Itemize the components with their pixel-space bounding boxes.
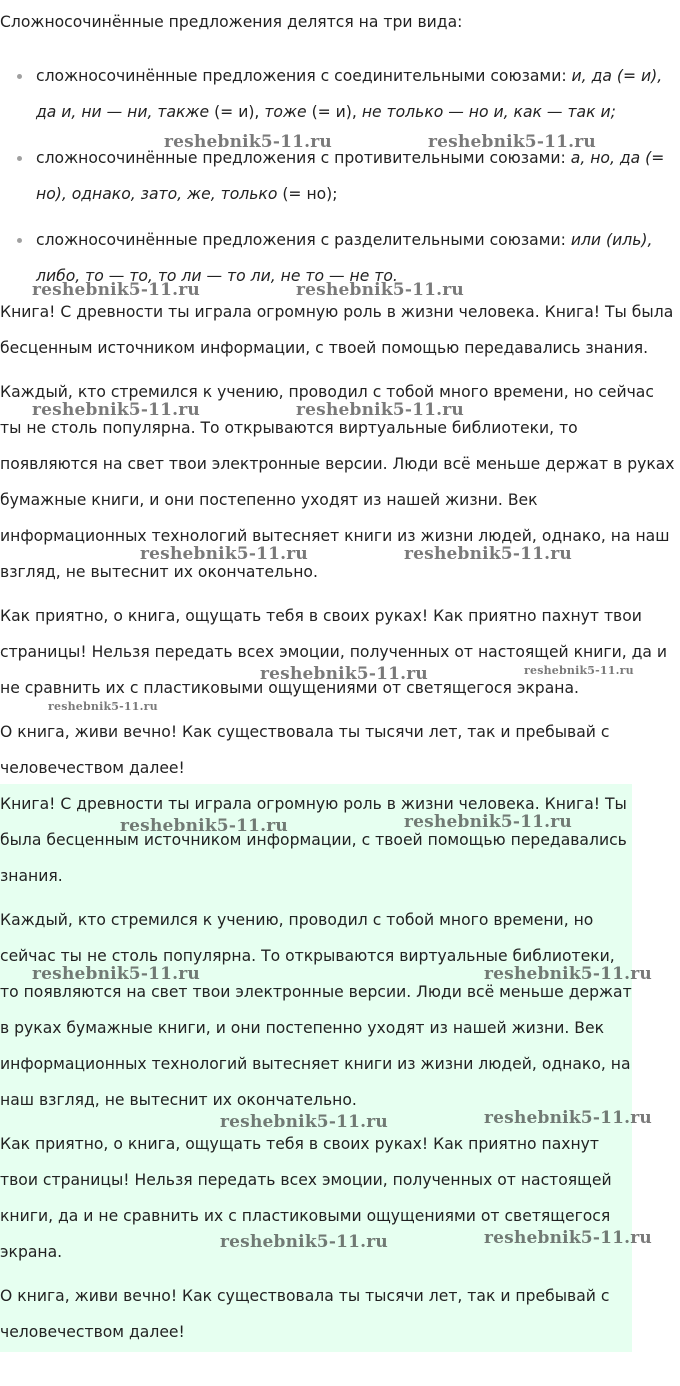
essay-paragraph: О книга, живи вечно! Как существовала ты тысячи лет, так и пребывай с человечеством далее! [0, 723, 610, 777]
union-example: не только — но и, как — так и; [361, 103, 616, 121]
intro-text: Сложносочинённые предложения делятся на три вида: [0, 13, 463, 31]
union-example: а, но, да (= но), однако, зато, же, только [36, 149, 665, 203]
watermark: reshebnik5-11.ru [404, 544, 572, 564]
union-note: (= и), [306, 103, 362, 121]
watermark: reshebnik5-11.ru [296, 280, 464, 300]
essay-paragraph: Каждый, кто стремился к учению, проводил с тобой много времени, но сейчас ты не столь популярна. То открываются виртуальные библиотеки, то появляются на свет твои электронные версии. Люди всё меньше держат в руках бумажные книги, и они постепенно уходят из нашей жизни. Век информационных технологий вытесняет книги из жизни людей, однако, на наш взгляд, не вытеснит их окончательно. [0, 911, 632, 1109]
watermark: reshebnik5-11.ru [220, 1112, 388, 1132]
watermark: reshebnik5-11.ru [140, 544, 308, 564]
list-item [0, 58, 680, 130]
list-item-text: сложносочинённые предложения с противительными союзами: [36, 149, 571, 167]
list-item-text: сложносочинённые предложения с соединительными союзами: [36, 67, 572, 85]
watermark: reshebnik5-11.ru [32, 400, 200, 420]
watermark: reshebnik5-11.ru [524, 664, 634, 677]
essay-highlighted [0, 786, 632, 1358]
list-item-text: сложносочинённые предложения с разделительными союзами: [36, 231, 571, 249]
watermark: reshebnik5-11.ru [120, 816, 288, 836]
essay-paragraph: Каждый, кто стремился к учению, проводил с тобой много времени, но сейчас ты не столь популярна. То открываются виртуальные библиотеки, то появляются на свет твои электронные версии. Люди всё меньше держат в руках бумажные книги, и они постепенно уходят из нашей жизни. Век информационных технологий вытесняет книги из жизни людей, однако, на наш взгляд, не вытеснит их окончательно. [0, 383, 675, 581]
watermark: reshebnik5-11.ru [484, 1108, 652, 1128]
union-example: и, да (= и), да и, ни — ни, также [36, 67, 663, 121]
watermark: reshebnik5-11.ru [220, 1232, 388, 1252]
watermark: reshebnik5-11.ru [484, 964, 652, 984]
essay-plain [0, 294, 680, 794]
essay-paragraph: Книга! С древности ты играла огромную роль в жизни человека. Книга! Ты была бесценным источником информации, с твоей помощью передавались знания. [0, 795, 627, 885]
watermark: reshebnik5-11.ru [404, 812, 572, 832]
union-example: тоже [264, 103, 307, 121]
watermark: reshebnik5-11.ru [32, 964, 200, 984]
watermark: reshebnik5-11.ru [32, 280, 200, 300]
watermark: reshebnik5-11.ru [260, 664, 428, 684]
union-note: (= и), [209, 103, 265, 121]
union-example: или (иль), либо, то — то, то ли — то ли, не то — не то. [36, 231, 653, 285]
essay-paragraph: Книга! С древности ты играла огромную роль в жизни человека. Книга! Ты была бесценным источником информации, с твоей помощью передавались знания. [0, 303, 674, 357]
watermark: reshebnik5-11.ru [164, 132, 332, 152]
essay-paragraph: Как приятно, о книга, ощущать тебя в своих руках! Как приятно пахнут твои страницы! Нельзя передать всех эмоции, полученных от настоящей книги, да и не сравнить их с пластиковыми ощущениями от светящегося экрана. [0, 607, 668, 697]
union-types-list [0, 58, 680, 304]
watermark: reshebnik5-11.ru [484, 1228, 652, 1248]
watermark: reshebnik5-11.ru [296, 400, 464, 420]
essay-paragraph: О книга, живи вечно! Как существовала ты тысячи лет, так и пребывай с человечеством далее! [0, 1287, 610, 1341]
union-note: (= но); [277, 185, 338, 203]
watermark: reshebnik5-11.ru [428, 132, 596, 152]
essay-paragraph: Как приятно, о книга, ощущать тебя в своих руках! Как приятно пахнут твои страницы! Нельзя передать всех эмоции, полученных от настоящей книги, да и не сравнить их с пластиковыми ощущениями от светящегося экрана. [0, 1135, 612, 1261]
watermark: reshebnik5-11.ru [48, 700, 158, 713]
